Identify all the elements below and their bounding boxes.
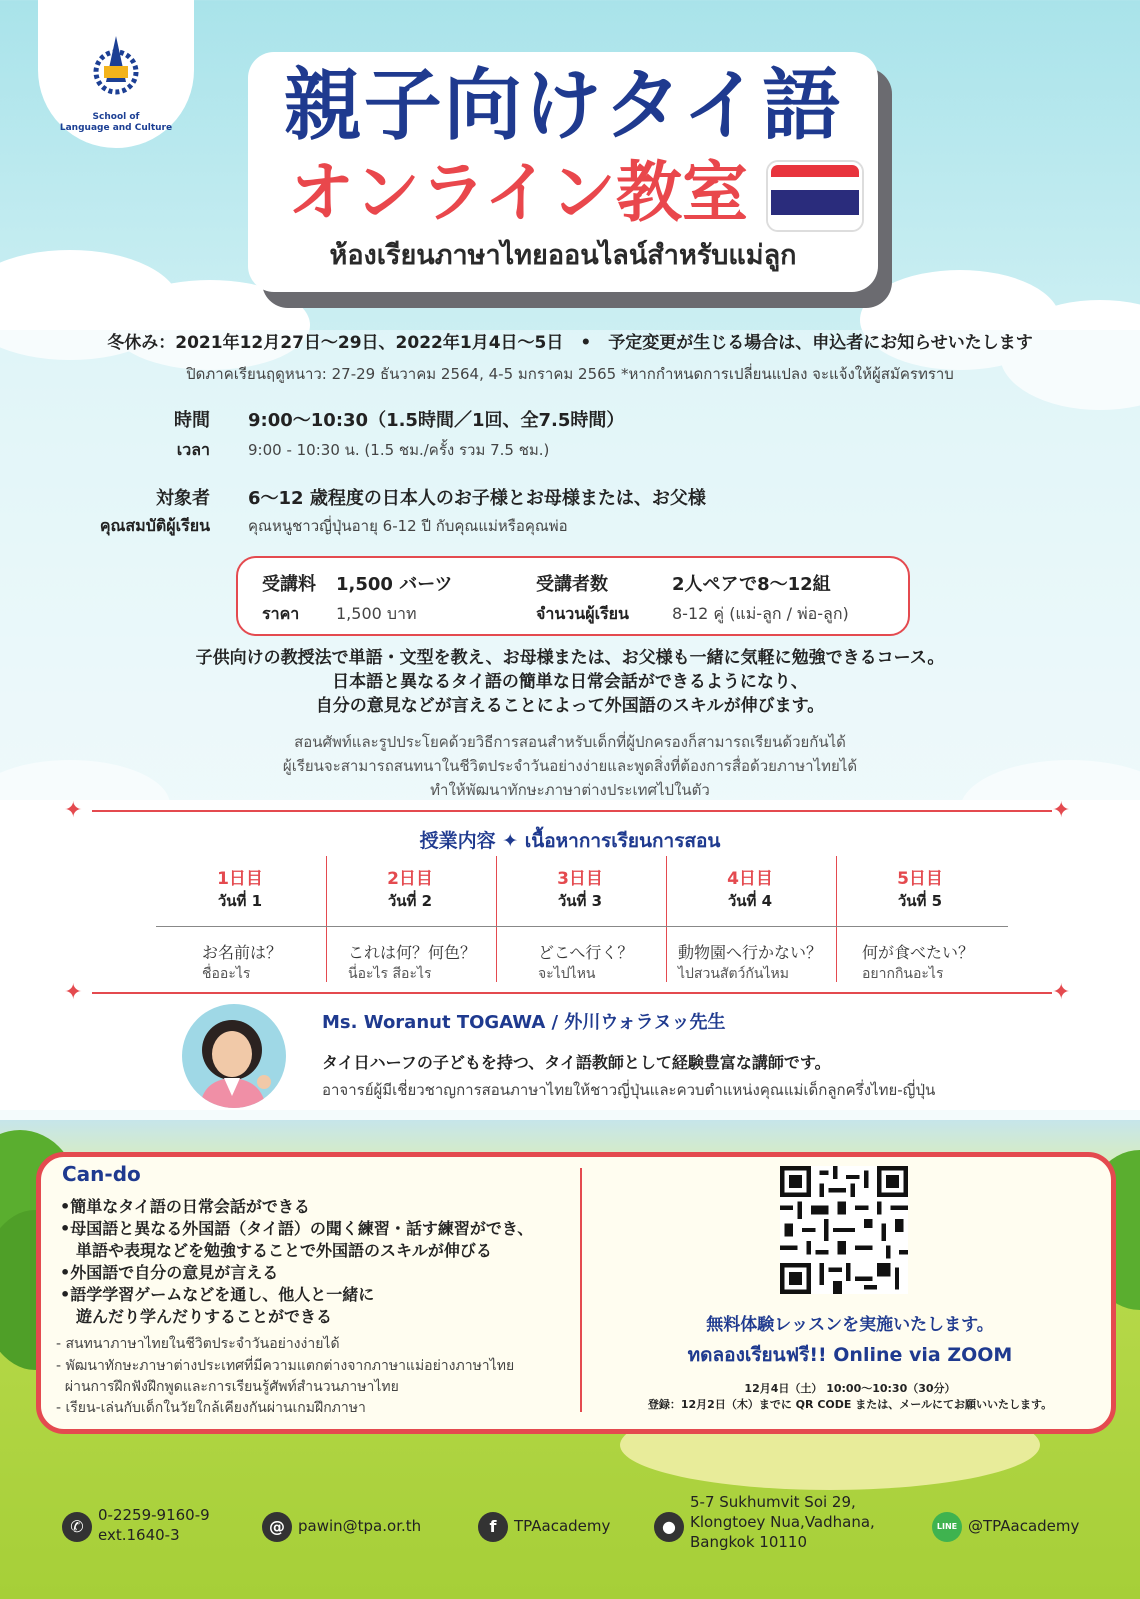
fee-label-jp: 受講料	[262, 574, 316, 595]
fee-label-th: ราคา	[262, 604, 300, 623]
sparkle-icon: ✦	[64, 798, 83, 823]
cando-item-th: - สนทนาภาษาไทยในชีวิตประจำวันอย่างง่ายได้	[56, 1336, 340, 1352]
cando-item-jp: •母国語と異なる外国語（タイ語）の聞く練習・話す練習ができ、	[60, 1219, 534, 1238]
cando-divider	[580, 1168, 582, 1412]
syllabus-title: 授業内容 ✦ เนื้อหาการเรียนการสอน	[419, 830, 721, 852]
flag-stripe	[771, 227, 859, 230]
schedule-jp: 冬休み：2021年12月27日～29日、2022年1月4日～5日 • 予定変更が生じる場合は、申込者にお知らせいたします	[107, 333, 1033, 353]
topic-jp: お名前は？	[202, 943, 283, 962]
topic-th: ชื่ออะไร	[202, 966, 251, 982]
footer-phone[interactable]	[98, 1505, 210, 1545]
description-jp	[0, 646, 1140, 718]
at-icon: @	[262, 1512, 292, 1542]
time-label-jp: 時間	[174, 410, 210, 431]
topic-cell	[202, 940, 370, 985]
capacity-label-th: จำนวนผู้เรียน	[536, 604, 629, 623]
title-sub: オンライン教室	[287, 154, 749, 231]
cando-item-jp: 遊んだり学んだりすることができる	[60, 1307, 333, 1326]
flag-stripe	[771, 165, 859, 177]
flag-stripe	[771, 215, 859, 227]
fee-box	[236, 556, 910, 636]
topic-jp: 動物園へ行かない？	[678, 943, 823, 962]
teacher-avatar	[182, 1004, 286, 1108]
cando-item-jp: •語学学習ゲームなどを通し、他人と一緒に	[60, 1285, 375, 1304]
day-number-jp: 3日目	[557, 869, 603, 889]
target-value-jp: 6～12 歳程度の日本人のお子様とお母様または、お父様	[248, 488, 706, 509]
teacher-desc-th: อาจารย์ผู้มีเชี่ยวชาญการสอนภาษาไทยให้ชาวญี่ปุ่นและควบตำแหน่งคุณแม่เด็กลูกครึ่งไทย-ญี่ปุ่น	[322, 1081, 936, 1099]
cando-item-jp: 単語や表現などを勉強することで外国語のスキルが伸びる	[60, 1241, 492, 1260]
location-pin-icon: ●	[654, 1512, 684, 1542]
thai-flag-icon	[768, 162, 862, 230]
day-number-jp: 5日目	[897, 869, 943, 889]
teacher-desc-jp: タイ日ハーフの子どもを持つ、タイ語教師として経験豊富な講師です。	[322, 1053, 831, 1072]
teacher-name: Ms. Woranut TOGAWA / 外川ウォラヌッ先生	[322, 1012, 726, 1033]
sparkle-icon: ✦	[1052, 798, 1071, 823]
topic-th: นี่อะไร สีอะไร	[348, 966, 432, 982]
cando-item-jp: •簡単なタイ語の日常会話ができる	[60, 1197, 310, 1216]
cando-item-jp: •外国語で自分の意見が言える	[60, 1263, 279, 1282]
description-jp-line: 子供向けの教授法で単語・文型を教え、お母様または、お父様も一緒に気軽に勉強できるコース。	[195, 648, 945, 668]
divider-line	[92, 810, 1052, 812]
day-number-th: วันที่ 5	[897, 892, 943, 910]
fee-value-th: 1,500 บาท	[336, 604, 417, 623]
footer-email[interactable]: pawin@tpa.or.th	[298, 1517, 422, 1535]
time-label-th: เวลา	[176, 440, 210, 459]
flag-stripe	[771, 190, 859, 215]
day-number-th: วันที่ 1	[217, 892, 263, 910]
target-label-jp: 対象者	[156, 488, 210, 509]
day-number-jp: 2日目	[387, 869, 433, 889]
time-value-th: 9:00 - 10:30 น. (1.5 ชม./ครั้ง รวม 7.5 ชม.)	[248, 441, 550, 459]
address-line: 5-7 Sukhumvit Soi 29,	[690, 1493, 856, 1511]
trial-lesson-th: ทดลองเรียนฟรี!! Online via ZOOM	[687, 1344, 1013, 1366]
logo-line-2: Language and Culture	[59, 123, 173, 133]
qr-code[interactable]	[780, 1166, 908, 1294]
cando-item-th: - พัฒนาทักษะภาษาต่างประเทศที่มีความแตกต่างจากภาษาแม่อย่างภาษาไทย	[56, 1358, 515, 1374]
title-thai: ห้องเรียนภาษาไทยออนไลน์สำหรับแม่ลูก	[329, 240, 797, 271]
target-value-th: คุณหนูชาวญี่ปุ่นอายุ 6-12 ปี กับคุณแม่หรือคุณพ่อ	[248, 517, 568, 535]
topic-th: อยากกินอะไร	[862, 966, 944, 982]
phone-icon: ✆	[62, 1512, 92, 1542]
syllabus-row-divider	[156, 926, 1008, 927]
description-jp-line: 日本語と異なるタイ語の簡単な日常会話ができるようになり、	[332, 672, 808, 692]
schedule-th: ปิดภาคเรียนฤดูหนาว: 27-29 ธันวาคม 2564, 4-5 มกราคม 2565 *หากกำหนดการเปลี่ยนแปลง จะแจ้งให้ผู้สมัครทราบ	[186, 365, 954, 383]
capacity-value-th: 8-12 คู่ (แม่-ลูก / พ่อ-ลูก)	[672, 604, 849, 623]
day-number-th: วันที่ 2	[387, 892, 433, 910]
description-jp-line: 自分の意見などが言えることによって外国語のスキルが伸びます。	[315, 696, 825, 716]
topic-cell	[348, 940, 516, 985]
fee-value-jp: 1,500 バーツ	[336, 574, 453, 595]
phone-number: 0-2259-9160-9	[98, 1506, 210, 1524]
cando-item-th: - เรียน-เล่นกับเด็กในวัยใกล้เคียงกันผ่านเกมฝึกภาษา	[56, 1400, 366, 1416]
day-number-jp: 4日目	[727, 869, 773, 889]
logo-emblem-icon	[92, 36, 140, 96]
flag-stripe	[771, 177, 859, 189]
sparkle-icon: ✦	[1052, 980, 1071, 1005]
target-label-th: คุณสมบัติผู้เรียน	[99, 516, 210, 535]
day-header	[666, 864, 834, 913]
trial-date: 12月4日（土） 10:00～10:30（30分）	[744, 1382, 956, 1395]
trial-lesson-jp: 無料体験レッスンを実施いたします。	[706, 1315, 994, 1335]
footer-address	[690, 1492, 875, 1552]
topic-th: ไปสวนสัตว์กันไหม	[678, 966, 789, 982]
capacity-label-jp: 受講者数	[536, 574, 608, 595]
day-header	[326, 864, 494, 913]
cando-title: Can-do	[62, 1162, 141, 1186]
day-header	[156, 864, 324, 913]
description-th-line: ทำให้พัฒนาทักษะภาษาต่างประเทศไปในตัว	[430, 781, 710, 799]
topic-cell	[862, 940, 1030, 985]
cando-item-th: ผ่านการฝึกฟังฝึกพูดและการเรียนรู้ศัพท์สำนวนภาษาไทย	[56, 1379, 399, 1395]
day-number-th: วันที่ 4	[727, 892, 773, 910]
trial-register-note: 登録：12月2日（木）までに QR CODE または、メールにてお願いいたします。	[647, 1398, 1053, 1411]
topic-cell	[678, 940, 848, 985]
capacity-value-jp: 2人ペアで8～12組	[672, 574, 831, 595]
footer-line[interactable]: @TPAacademy	[968, 1517, 1080, 1535]
facebook-icon: f	[478, 1512, 508, 1542]
logo-line-1: School of	[92, 112, 140, 122]
description-th	[0, 730, 1140, 802]
time-value-jp: 9:00～10:30（1.5時間／1回、全7.5時間）	[248, 410, 625, 431]
topic-th: จะไปไหน	[538, 966, 596, 982]
day-header	[836, 864, 1004, 913]
topic-jp: 何が食べたい？	[862, 943, 975, 962]
footer-facebook[interactable]: TPAacademy	[514, 1517, 611, 1535]
divider-line	[92, 992, 1052, 994]
description-th-line: ผู้เรียนจะสามารถสนทนาในชีวิตประจำวันอย่างง่ายและพูดสิ่งที่ต้องการสื่อด้วยภาษาไทยได้	[282, 757, 858, 775]
day-number-jp: 1日目	[217, 869, 263, 889]
topic-jp: これは何？何色？	[348, 943, 477, 962]
title-main: 親子向けタイ語	[283, 61, 843, 151]
address-line: Klongtoey Nua,Vadhana,	[690, 1513, 875, 1531]
address-line: Bangkok 10110	[690, 1533, 808, 1551]
phone-extension: ext.1640-3	[98, 1526, 180, 1544]
day-header	[496, 864, 664, 913]
teacher-portrait-icon	[182, 1004, 286, 1108]
day-number-th: วันที่ 3	[557, 892, 603, 910]
sparkle-icon: ✦	[64, 980, 83, 1005]
line-icon: LINE	[932, 1512, 962, 1542]
description-th-line: สอนศัพท์และรูปประโยคด้วยวิธีการสอนสำหรับเด็กที่ผู้ปกครองก็สามารถเรียนด้วยกันได้	[294, 733, 846, 751]
topic-jp: どこへ行く？	[538, 943, 634, 962]
school-logo	[38, 0, 194, 148]
